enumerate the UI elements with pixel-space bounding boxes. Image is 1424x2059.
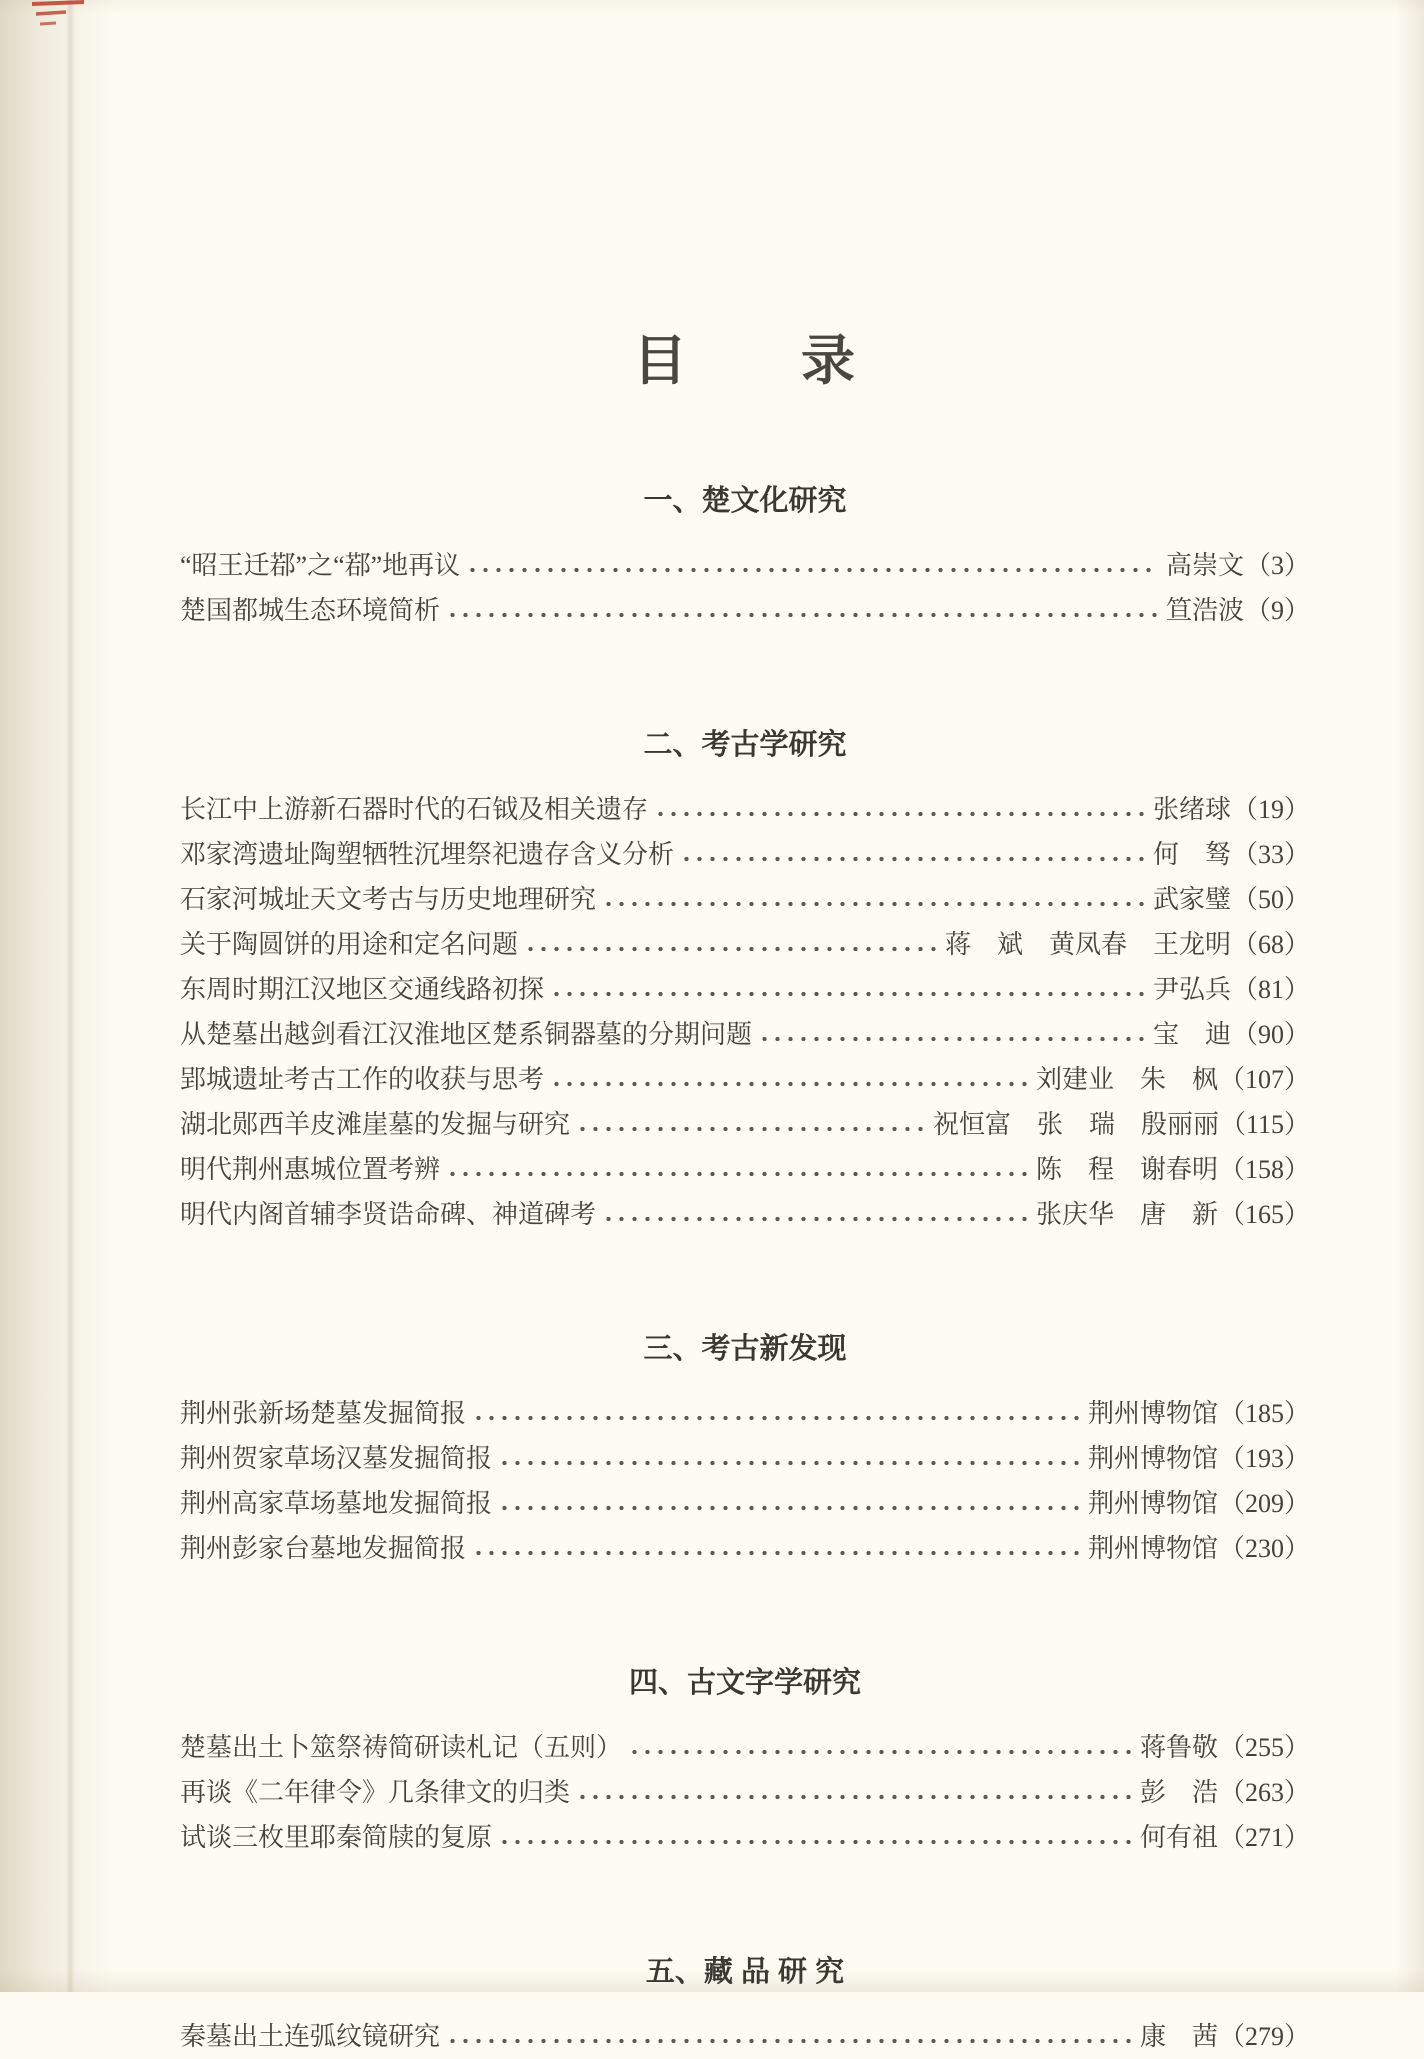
toc-entry bbox=[180, 832, 1310, 877]
entry-authors-page bbox=[1036, 1192, 1310, 1237]
entry-page-number: （68） bbox=[1231, 930, 1310, 959]
toc-entry bbox=[180, 1770, 1310, 1815]
entry-title: 明代内阁首辅李贤诰命碑、神道碑考 bbox=[180, 1200, 597, 1229]
entry-authors-page bbox=[1153, 967, 1310, 1012]
entry-title: 荆州贺家草场汉墓发掘简报 bbox=[180, 1444, 493, 1473]
entry-authors: 何 驽 bbox=[1152, 840, 1231, 869]
toc-entry bbox=[180, 2014, 1310, 2059]
section-entries bbox=[180, 1391, 1310, 1571]
entry-page-number: （271） bbox=[1218, 1823, 1310, 1852]
toc-entry bbox=[180, 877, 1310, 922]
entry-page-number: （81） bbox=[1231, 975, 1310, 1004]
toc-section-1 bbox=[180, 486, 1310, 633]
entry-title: 荆州彭家台墓地发掘简报 bbox=[180, 1534, 467, 1563]
entry-page-number: （158） bbox=[1218, 1155, 1310, 1184]
toc-entry bbox=[180, 543, 1310, 588]
toc-entry bbox=[180, 1526, 1310, 1571]
entry-page-number: （165） bbox=[1218, 1200, 1310, 1229]
entry-page-number: （90） bbox=[1231, 1020, 1310, 1049]
toc-entry bbox=[180, 1147, 1310, 1192]
entry-authors-page bbox=[1088, 1481, 1310, 1526]
entry-authors-page bbox=[1153, 787, 1310, 832]
entry-authors: 笪浩波 bbox=[1165, 596, 1244, 625]
section-heading: 五、藏 品 研 究 bbox=[645, 1956, 845, 1988]
dot-leader bbox=[466, 543, 1158, 588]
dot-leader bbox=[472, 1526, 1080, 1571]
entry-page-number: （263） bbox=[1218, 1778, 1310, 1807]
entry-title: 湖北郧西羊皮滩崖墓的发掘与研究 bbox=[180, 1110, 571, 1139]
entry-title: 邓家湾遗址陶塑牺牲沉埋祭祀遗存含义分析 bbox=[180, 840, 675, 869]
dot-leader bbox=[758, 1012, 1145, 1057]
entry-title: 荆州张新场楚墓发掘简报 bbox=[180, 1399, 467, 1428]
entry-authors: 荆州博物馆 bbox=[1087, 1534, 1218, 1563]
entry-authors-page bbox=[1088, 1526, 1310, 1571]
entry-page-number: （107） bbox=[1218, 1065, 1310, 1094]
toc-section-3 bbox=[180, 1334, 1310, 1571]
entry-authors: 彭 浩 bbox=[1139, 1778, 1218, 1807]
entry-authors: 刘建业 朱 枫 bbox=[1035, 1065, 1218, 1094]
entry-authors-page bbox=[1140, 2014, 1310, 2059]
entry-title: 从楚墓出越剑看江汉淮地区楚系铜器墓的分期问题 bbox=[180, 1020, 753, 1049]
entry-authors: 荆州博物馆 bbox=[1087, 1444, 1218, 1473]
section-entries bbox=[180, 2014, 1310, 2059]
entry-authors: 蒋鲁敬 bbox=[1139, 1733, 1218, 1762]
entry-page-number: （115） bbox=[1219, 1110, 1310, 1139]
entry-title: “昭王迁鄀”之“鄀”地再议 bbox=[180, 551, 461, 580]
entry-authors: 张绪球 bbox=[1152, 795, 1231, 824]
dot-leader bbox=[602, 877, 1145, 922]
entry-authors-page bbox=[1088, 1391, 1310, 1436]
entry-authors: 武家璧 bbox=[1152, 885, 1231, 914]
entry-authors: 宝 迪 bbox=[1152, 1020, 1231, 1049]
entry-page-number: （193） bbox=[1218, 1444, 1310, 1473]
toc-entry bbox=[180, 967, 1310, 1012]
dot-leader bbox=[680, 832, 1145, 877]
entry-authors-page bbox=[1140, 1815, 1310, 1860]
entry-authors: 何有祖 bbox=[1139, 1823, 1218, 1852]
entry-authors-page bbox=[1140, 1770, 1310, 1815]
section-heading: 三、考古新发现 bbox=[643, 1333, 847, 1365]
dot-leader bbox=[472, 1391, 1080, 1436]
entry-authors: 荆州博物馆 bbox=[1087, 1489, 1218, 1518]
entry-authors: 荆州博物馆 bbox=[1087, 1399, 1218, 1428]
entry-authors: 祝恒富 张 瑞 殷丽丽 bbox=[932, 1110, 1219, 1139]
dot-leader bbox=[576, 1770, 1132, 1815]
entry-title: 秦墓出土连弧纹镜研究 bbox=[180, 2022, 441, 2051]
entry-authors-page bbox=[1140, 1725, 1310, 1770]
entry-page-number: （19） bbox=[1231, 795, 1310, 824]
dot-leader bbox=[524, 922, 937, 967]
section-entries bbox=[180, 1725, 1310, 1860]
entry-title: 郢城遗址考古工作的收获与思考 bbox=[180, 1065, 545, 1094]
toc-entry bbox=[180, 1012, 1310, 1057]
dot-leader bbox=[498, 1481, 1080, 1526]
dot-leader bbox=[628, 1725, 1132, 1770]
toc-entry bbox=[180, 1481, 1310, 1526]
toc-section-5 bbox=[180, 1957, 1310, 2059]
entry-authors-page bbox=[933, 1102, 1310, 1147]
toc-entry bbox=[180, 1102, 1310, 1147]
entry-title: 关于陶圆饼的用途和定名问题 bbox=[180, 930, 519, 959]
entry-authors-page bbox=[945, 922, 1310, 967]
dot-leader bbox=[446, 1147, 1028, 1192]
section-entries bbox=[180, 787, 1310, 1237]
toc-entry bbox=[180, 1815, 1310, 1860]
toc-entry bbox=[180, 922, 1310, 967]
toc-entry bbox=[180, 1391, 1310, 1436]
entry-authors: 张庆华 唐 新 bbox=[1035, 1200, 1218, 1229]
toc-entry bbox=[180, 1725, 1310, 1770]
dot-leader bbox=[446, 2014, 1132, 2059]
entry-authors-page bbox=[1166, 543, 1310, 588]
dot-leader bbox=[576, 1102, 925, 1147]
page-title: 目 录 bbox=[633, 331, 857, 391]
toc-sections bbox=[180, 486, 1310, 2059]
toc-section-4 bbox=[180, 1668, 1310, 1860]
section-heading: 一、楚文化研究 bbox=[643, 485, 847, 517]
entry-page-number: （33） bbox=[1231, 840, 1310, 869]
entry-title: 石家河城址天文考古与历史地理研究 bbox=[180, 885, 597, 914]
entry-authors-page bbox=[1088, 1436, 1310, 1481]
toc-entry bbox=[180, 787, 1310, 832]
entry-title: 荆州高家草场墓地发掘简报 bbox=[180, 1489, 493, 1518]
entry-authors: 陈 程 谢春明 bbox=[1035, 1155, 1218, 1184]
dot-leader bbox=[498, 1436, 1080, 1481]
entry-title: 东周时期江汉地区交通线路初探 bbox=[180, 975, 545, 1004]
entry-title: 明代荆州惠城位置考辨 bbox=[180, 1155, 441, 1184]
entry-page-number: （50） bbox=[1231, 885, 1310, 914]
dot-leader bbox=[654, 787, 1145, 832]
dot-leader bbox=[446, 588, 1158, 633]
entry-title: 长江中上游新石器时代的石钺及相关遗存 bbox=[180, 795, 649, 824]
entry-page-number: （230） bbox=[1218, 1534, 1310, 1563]
entry-authors-page bbox=[1153, 832, 1310, 877]
entry-page-number: （3） bbox=[1244, 551, 1310, 580]
entry-title: 试谈三枚里耶秦简牍的复原 bbox=[180, 1823, 493, 1852]
entry-page-number: （9） bbox=[1244, 596, 1310, 625]
entry-page-number: （185） bbox=[1218, 1399, 1310, 1428]
entry-page-number: （255） bbox=[1218, 1733, 1310, 1762]
section-heading: 四、古文字学研究 bbox=[628, 1667, 861, 1699]
entry-authors-page bbox=[1036, 1057, 1310, 1102]
dot-leader bbox=[498, 1815, 1132, 1860]
red-pen-marks bbox=[26, 0, 116, 34]
entry-page-number: （279） bbox=[1218, 2022, 1310, 2051]
entry-title: 再谈《二年律令》几条律文的归类 bbox=[180, 1778, 571, 1807]
section-entries bbox=[180, 543, 1310, 633]
dot-leader bbox=[602, 1192, 1028, 1237]
entry-authors-page bbox=[1036, 1147, 1310, 1192]
dot-leader bbox=[550, 1057, 1028, 1102]
entry-authors: 高崇文 bbox=[1165, 551, 1244, 580]
toc-entry bbox=[180, 1057, 1310, 1102]
toc-entry bbox=[180, 588, 1310, 633]
entry-authors: 康 茜 bbox=[1139, 2022, 1218, 2051]
entry-authors-page bbox=[1153, 877, 1310, 922]
entry-title: 楚墓出土卜筮祭祷简研读札记（五则） bbox=[180, 1733, 623, 1762]
entry-title: 楚国都城生态环境简析 bbox=[180, 596, 441, 625]
toc-entry bbox=[180, 1436, 1310, 1481]
toc-entry bbox=[180, 1192, 1310, 1237]
entry-authors-page bbox=[1166, 588, 1310, 633]
section-heading: 二、考古学研究 bbox=[643, 729, 847, 761]
entry-authors: 蒋 斌 黄凤春 王龙明 bbox=[944, 930, 1231, 959]
entry-authors-page bbox=[1153, 1012, 1310, 1057]
toc-section-2 bbox=[180, 730, 1310, 1237]
dot-leader bbox=[550, 967, 1145, 1012]
entry-authors: 尹弘兵 bbox=[1152, 975, 1231, 1004]
toc-page bbox=[180, 0, 1310, 2059]
entry-page-number: （209） bbox=[1218, 1489, 1310, 1518]
